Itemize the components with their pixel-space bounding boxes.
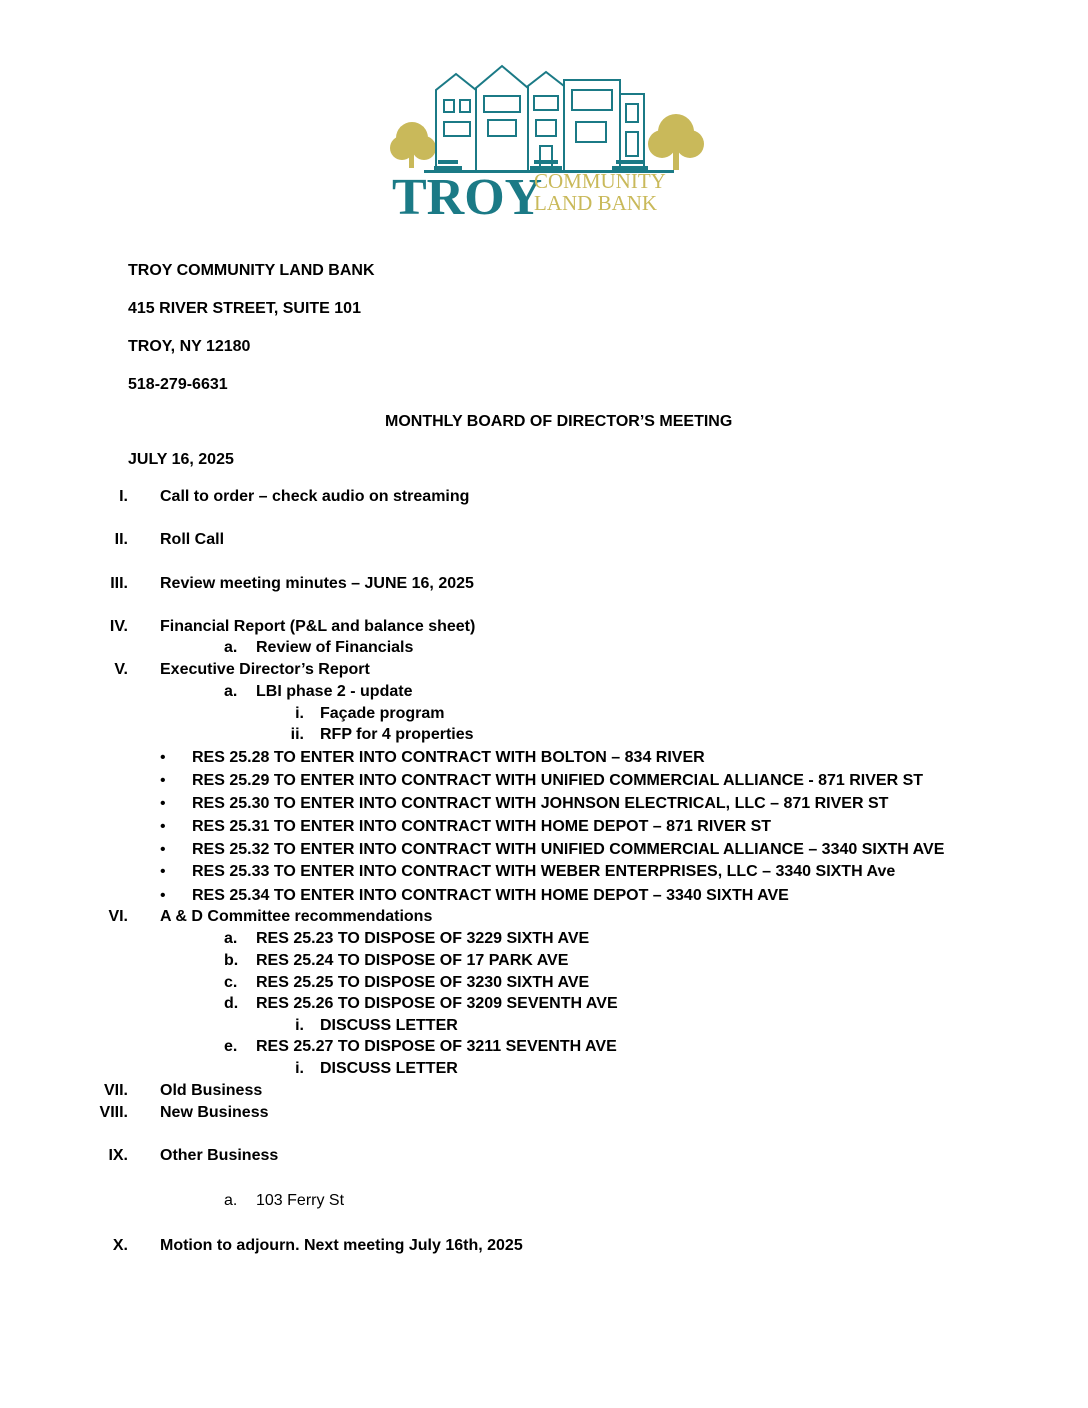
item-other-business: Other Business [160, 1147, 279, 1164]
tree-left-icon [390, 122, 436, 168]
subitem-res-2526: RES 25.26 TO DISPOSE OF 3209 SEVENTH AVE [256, 995, 618, 1012]
subsubitem-roman: ii. [290, 726, 304, 743]
subitem-letter: b. [224, 952, 239, 969]
resolution-bullet: RES 25.29 TO ENTER INTO CONTRACT WITH UNIFIED COMMERCIAL ALLIANCE - 871 RIVER ST [192, 772, 924, 789]
subitem-letter: c. [224, 974, 238, 991]
tree-right-icon [648, 114, 704, 170]
subsubitem-facade-program: Façade program [320, 705, 445, 722]
subsubitem-discuss-letter: DISCUSS LETTER [320, 1060, 458, 1077]
item-number-iv: IV. [109, 618, 128, 635]
subsubitem-roman: i. [295, 1017, 304, 1034]
bullet-icon: • [160, 795, 166, 812]
subitem-ferry-st: 103 Ferry St [256, 1192, 345, 1209]
item-number-viii: VIII. [99, 1104, 128, 1121]
item-number-vi: VI. [108, 908, 128, 925]
item-motion-adjourn: Motion to adjourn. Next meeting July 16th, 2025 [160, 1237, 523, 1254]
bullet-icon: • [160, 749, 166, 766]
logo-word-main: TROY [392, 169, 543, 220]
bullet-icon: • [160, 772, 166, 789]
phone-number: 518-279-6631 [128, 376, 228, 393]
bullet-icon: • [160, 887, 166, 904]
item-executive-report: Executive Director’s Report [160, 661, 370, 678]
address-line-1: 415 RIVER STREET, SUITE 101 [128, 300, 361, 317]
address-line-2: TROY, NY 12180 [128, 338, 251, 355]
subitem-res-2524: RES 25.24 TO DISPOSE OF 17 PARK AVE [256, 952, 569, 969]
item-new-business: New Business [160, 1104, 269, 1121]
item-financial-report: Financial Report (P&L and balance sheet) [160, 618, 476, 635]
subsubitem-roman: i. [295, 1060, 304, 1077]
item-number-iii: III. [110, 575, 128, 592]
item-review-minutes: Review meeting minutes – JUNE 16, 2025 [160, 575, 474, 592]
item-number-ix: IX. [108, 1147, 128, 1164]
troy-community-land-bank-logo [384, 60, 714, 220]
item-number-ii: II. [114, 531, 128, 548]
subitem-review-financials: Review of Financials [256, 639, 414, 656]
item-roll-call: Roll Call [160, 531, 225, 548]
meeting-title: MONTHLY BOARD OF DIRECTOR’S MEETING [385, 413, 733, 430]
subitem-letter: a. [224, 1192, 238, 1209]
meeting-date: JULY 16, 2025 [128, 451, 234, 468]
item-number-v: V. [114, 661, 128, 678]
logo-word-top: COMMUNITY [534, 169, 666, 193]
resolution-bullet: RES 25.33 TO ENTER INTO CONTRACT WITH WEBER ENTERPRISES, LLC – 3340 SIXTH Ave [192, 863, 896, 880]
subsubitem-roman: i. [295, 705, 304, 722]
subitem-res-2525: RES 25.25 TO DISPOSE OF 3230 SIXTH AVE [256, 974, 590, 991]
resolution-bullet: RES 25.34 TO ENTER INTO CONTRACT WITH HOME DEPOT – 3340 SIXTH AVE [192, 887, 789, 904]
bullet-icon: • [160, 818, 166, 835]
subsubitem-rfp: RFP for 4 properties [320, 726, 474, 743]
rowhouses-icon [436, 66, 644, 170]
subsubitem-discuss-letter: DISCUSS LETTER [320, 1017, 458, 1034]
bullet-icon: • [160, 841, 166, 858]
item-number-vii: VII. [103, 1082, 128, 1099]
subitem-res-2523: RES 25.23 TO DISPOSE OF 3229 SIXTH AVE [256, 930, 590, 947]
item-number-x: X. [112, 1237, 128, 1254]
subitem-res-2527: RES 25.27 TO DISPOSE OF 3211 SEVENTH AVE [256, 1038, 617, 1055]
subitem-letter: d. [224, 995, 239, 1012]
resolution-bullet: RES 25.31 TO ENTER INTO CONTRACT WITH HOME DEPOT – 871 RIVER ST [192, 818, 772, 835]
bullet-icon: • [160, 863, 166, 880]
item-number-i: I. [119, 488, 128, 505]
subitem-letter: e. [224, 1038, 238, 1055]
resolution-bullet: RES 25.28 TO ENTER INTO CONTRACT WITH BOLTON – 834 RIVER [192, 749, 705, 766]
resolution-bullet: RES 25.32 TO ENTER INTO CONTRACT WITH UNIFIED COMMERCIAL ALLIANCE – 3340 SIXTH AVE [192, 841, 945, 858]
subitem-lbi-update: LBI phase 2 - update [256, 683, 413, 700]
item-ad-committee: A & D Committee recommendations [160, 908, 433, 925]
logo-word-bottom: LAND BANK [534, 191, 658, 215]
resolution-bullet: RES 25.30 TO ENTER INTO CONTRACT WITH JOHNSON ELECTRICAL, LLC – 871 RIVER ST [192, 795, 889, 812]
org-name: TROY COMMUNITY LAND BANK [128, 262, 375, 279]
item-call-to-order: Call to order – check audio on streaming [160, 488, 470, 505]
subitem-letter: a. [224, 930, 238, 947]
subitem-letter: a. [224, 683, 238, 700]
subitem-letter: a. [224, 639, 238, 656]
item-old-business: Old Business [160, 1082, 263, 1099]
